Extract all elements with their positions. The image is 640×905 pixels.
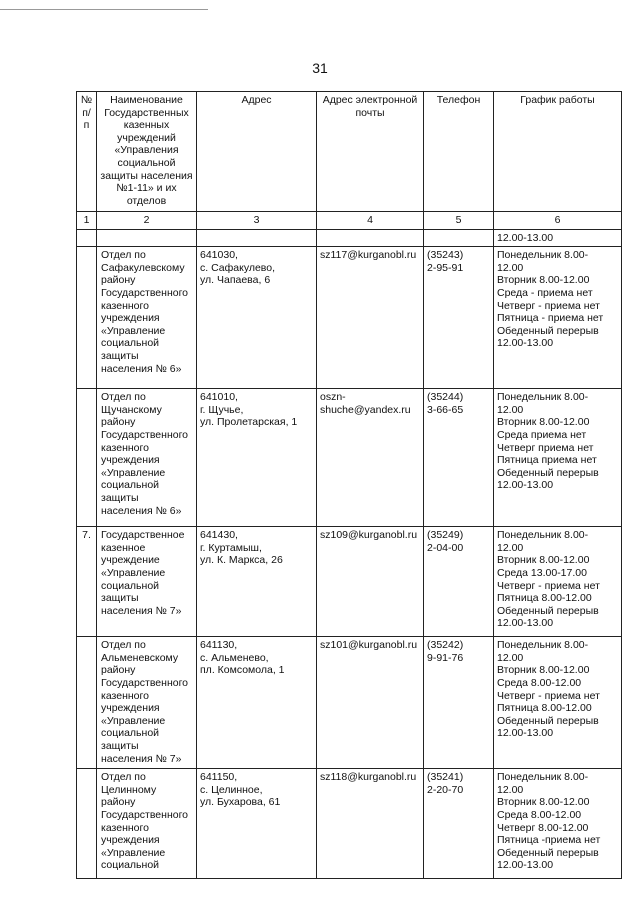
institution-name: Отдел по Сафакулевскому району Государственного казенного учреждения «Управление социальной защиты населения № 6» (97, 247, 197, 389)
schedule-line: Среда - приема нет (497, 286, 593, 299)
column-number: 4 (317, 212, 424, 230)
schedule-line: Обеденный перерыв (497, 714, 599, 727)
table-row (77, 769, 622, 879)
schedule-line: 12.00 (497, 261, 524, 274)
schedule-line: Четверг 8.00-12.00 (497, 821, 589, 834)
schedule-line: Обеденный перерыв (497, 846, 599, 859)
schedule-line: Понедельник 8.00- (497, 249, 589, 262)
column-number: 2 (97, 212, 197, 230)
address-line: г. Щучье, (200, 403, 244, 416)
row-number (77, 389, 97, 527)
schedule-line: Вторник 8.00-12.00 (497, 416, 590, 429)
schedule-cell (494, 527, 622, 637)
header-address: Адрес (197, 92, 317, 212)
schedule-line: Понедельник 8.00- (497, 391, 589, 404)
schedule-line: Пятница 8.00-12.00 (497, 702, 592, 715)
address-line: ул. Чапаева, 6 (200, 274, 271, 287)
top-rule (0, 9, 208, 10)
address-line: 641030, (200, 249, 238, 262)
phone-cell (424, 527, 494, 637)
row-number: 7. (77, 527, 97, 637)
row-number (77, 769, 97, 879)
table-cell (317, 229, 424, 247)
table-cell (97, 229, 197, 247)
row-number (77, 637, 97, 769)
schedule-cell (494, 389, 622, 527)
column-number: 5 (424, 212, 494, 230)
schedule-cell (494, 769, 622, 879)
schedule-line: 12.00-13.00 (497, 337, 554, 350)
schedule-line: Среда приема нет (497, 428, 587, 441)
schedule-cell (494, 637, 622, 769)
institution-name: Отдел по Целинному району Государственного казенного учреждения «Управление социальной (97, 769, 197, 879)
header-schedule: График работы (494, 92, 622, 212)
institution-name: Отдел по Щучанскому району Государственного казенного учреждения «Управление социальной защиты населения № 6» (97, 389, 197, 527)
schedule-line: Пятница 8.00-12.00 (497, 592, 592, 605)
table-row (77, 527, 622, 637)
schedule-line: Среда 8.00-12.00 (497, 676, 582, 689)
continuation-schedule: 12.00-13.00 (494, 229, 622, 247)
schedule-line: Четверг приема нет (497, 441, 594, 454)
row-number (77, 247, 97, 389)
address-cell (197, 769, 317, 879)
schedule-line: 12.00-13.00 (497, 479, 554, 492)
email-cell: sz109@kurganobl.ru (317, 527, 424, 637)
schedule-line: Среда 8.00-12.00 (497, 808, 582, 821)
schedule-line: Пятница -приема нет (497, 834, 601, 847)
schedule-line: Четверг - приема нет (497, 299, 600, 312)
table-row (77, 637, 622, 769)
schedule-line: Вторник 8.00-12.00 (497, 274, 590, 287)
address-line: пл. Комсомола, 1 (200, 664, 285, 677)
phone-cell (424, 637, 494, 769)
address-line: г. Куртамыш, (200, 541, 262, 554)
phone-cell (424, 247, 494, 389)
table-cell (77, 229, 97, 247)
schedule-line: Пятница приема нет (497, 454, 597, 467)
column-number-row (77, 212, 622, 230)
phone-line: 3-66-65 (427, 403, 464, 416)
schedule-line: Вторник 8.00-12.00 (497, 554, 590, 567)
address-line: 641430, (200, 529, 238, 542)
schedule-line: 12.00 (497, 651, 524, 664)
address-cell (197, 247, 317, 389)
header-num: № п/п (77, 92, 97, 212)
continuation-row (77, 229, 622, 247)
schedule-line: Пятница - приема нет (497, 312, 604, 325)
institution-name: Отдел по Альменевскому району Государственного казенного учреждения «Управление социальной защиты населения № 7» (97, 637, 197, 769)
header-name: Наименование Государственных казенных учреждений «Управления социальной защиты населения №1-11» и их отделов (97, 92, 197, 212)
page-number: 31 (312, 60, 328, 76)
address-line: 641150, (200, 771, 238, 784)
header-row (77, 92, 622, 212)
column-number: 1 (77, 212, 97, 230)
schedule-line: 12.00-13.00 (497, 859, 554, 872)
table-cell (424, 229, 494, 247)
address-line: с. Сафакулево, (200, 261, 276, 274)
column-number: 6 (494, 212, 622, 230)
phone-line: (35242) (427, 639, 464, 652)
schedule-line: Понедельник 8.00- (497, 771, 589, 784)
schedule-line: Понедельник 8.00- (497, 639, 589, 652)
address-line: ул. К. Маркса, 26 (200, 554, 283, 567)
schedule-line: 12.00-13.00 (497, 727, 554, 740)
schedule-line: Вторник 8.00-12.00 (497, 796, 590, 809)
phone-line: (35243) (427, 249, 464, 262)
email-cell: sz118@kurganobl.ru (317, 769, 424, 879)
table-cell (197, 229, 317, 247)
address-line: ул. Бухарова, 61 (200, 796, 281, 809)
table-row (77, 389, 622, 527)
institution-name: Государственное казенное учреждение «Управление социальной защиты населения № 7» (97, 527, 197, 637)
address-line: с. Целинное, (200, 783, 263, 796)
schedule-line: Вторник 8.00-12.00 (497, 664, 590, 677)
phone-line: (35244) (427, 391, 464, 404)
phone-cell (424, 769, 494, 879)
address-line: ул. Пролетарская, 1 (200, 416, 298, 429)
phone-line: (35249) (427, 529, 464, 542)
schedule-line: Понедельник 8.00- (497, 529, 589, 542)
header-phone: Телефон (424, 92, 494, 212)
schedule-line: Четверг - приема нет (497, 579, 600, 592)
column-number: 3 (197, 212, 317, 230)
schedule-line: Обеденный перерыв (497, 604, 599, 617)
email-cell: oszn-shuche@yandex.ru (317, 389, 424, 527)
phone-line: 9-91-76 (427, 651, 464, 664)
address-cell (197, 527, 317, 637)
schedule-line: 12.00 (497, 403, 524, 416)
phone-cell (424, 389, 494, 527)
address-line: 641130, (200, 639, 238, 652)
address-cell (197, 389, 317, 527)
address-line: с. Альменево, (200, 651, 269, 664)
schedule-line: Обеденный перерыв (497, 466, 599, 479)
schedule-line: Четверг - приема нет (497, 689, 600, 702)
phone-line: 2-95-91 (427, 261, 464, 274)
schedule-line: Среда 13.00-17.00 (497, 566, 587, 579)
address-cell (197, 637, 317, 769)
header-email: Адрес электронной почты (317, 92, 424, 212)
registry-table (76, 91, 622, 879)
schedule-line: 12.00 (497, 541, 524, 554)
schedule-line: 12.00 (497, 783, 524, 796)
schedule-line: 12.00-13.00 (497, 617, 554, 630)
schedule-line: Обеденный перерыв (497, 324, 599, 337)
schedule-cell (494, 247, 622, 389)
phone-line: 2-20-70 (427, 783, 464, 796)
email-cell: sz101@kurganobl.ru (317, 637, 424, 769)
email-cell: sz117@kurganobl.ru (317, 247, 424, 389)
table-row (77, 247, 622, 389)
phone-line: 2-04-00 (427, 541, 464, 554)
address-line: 641010, (200, 391, 238, 404)
phone-line: (35241) (427, 771, 464, 784)
